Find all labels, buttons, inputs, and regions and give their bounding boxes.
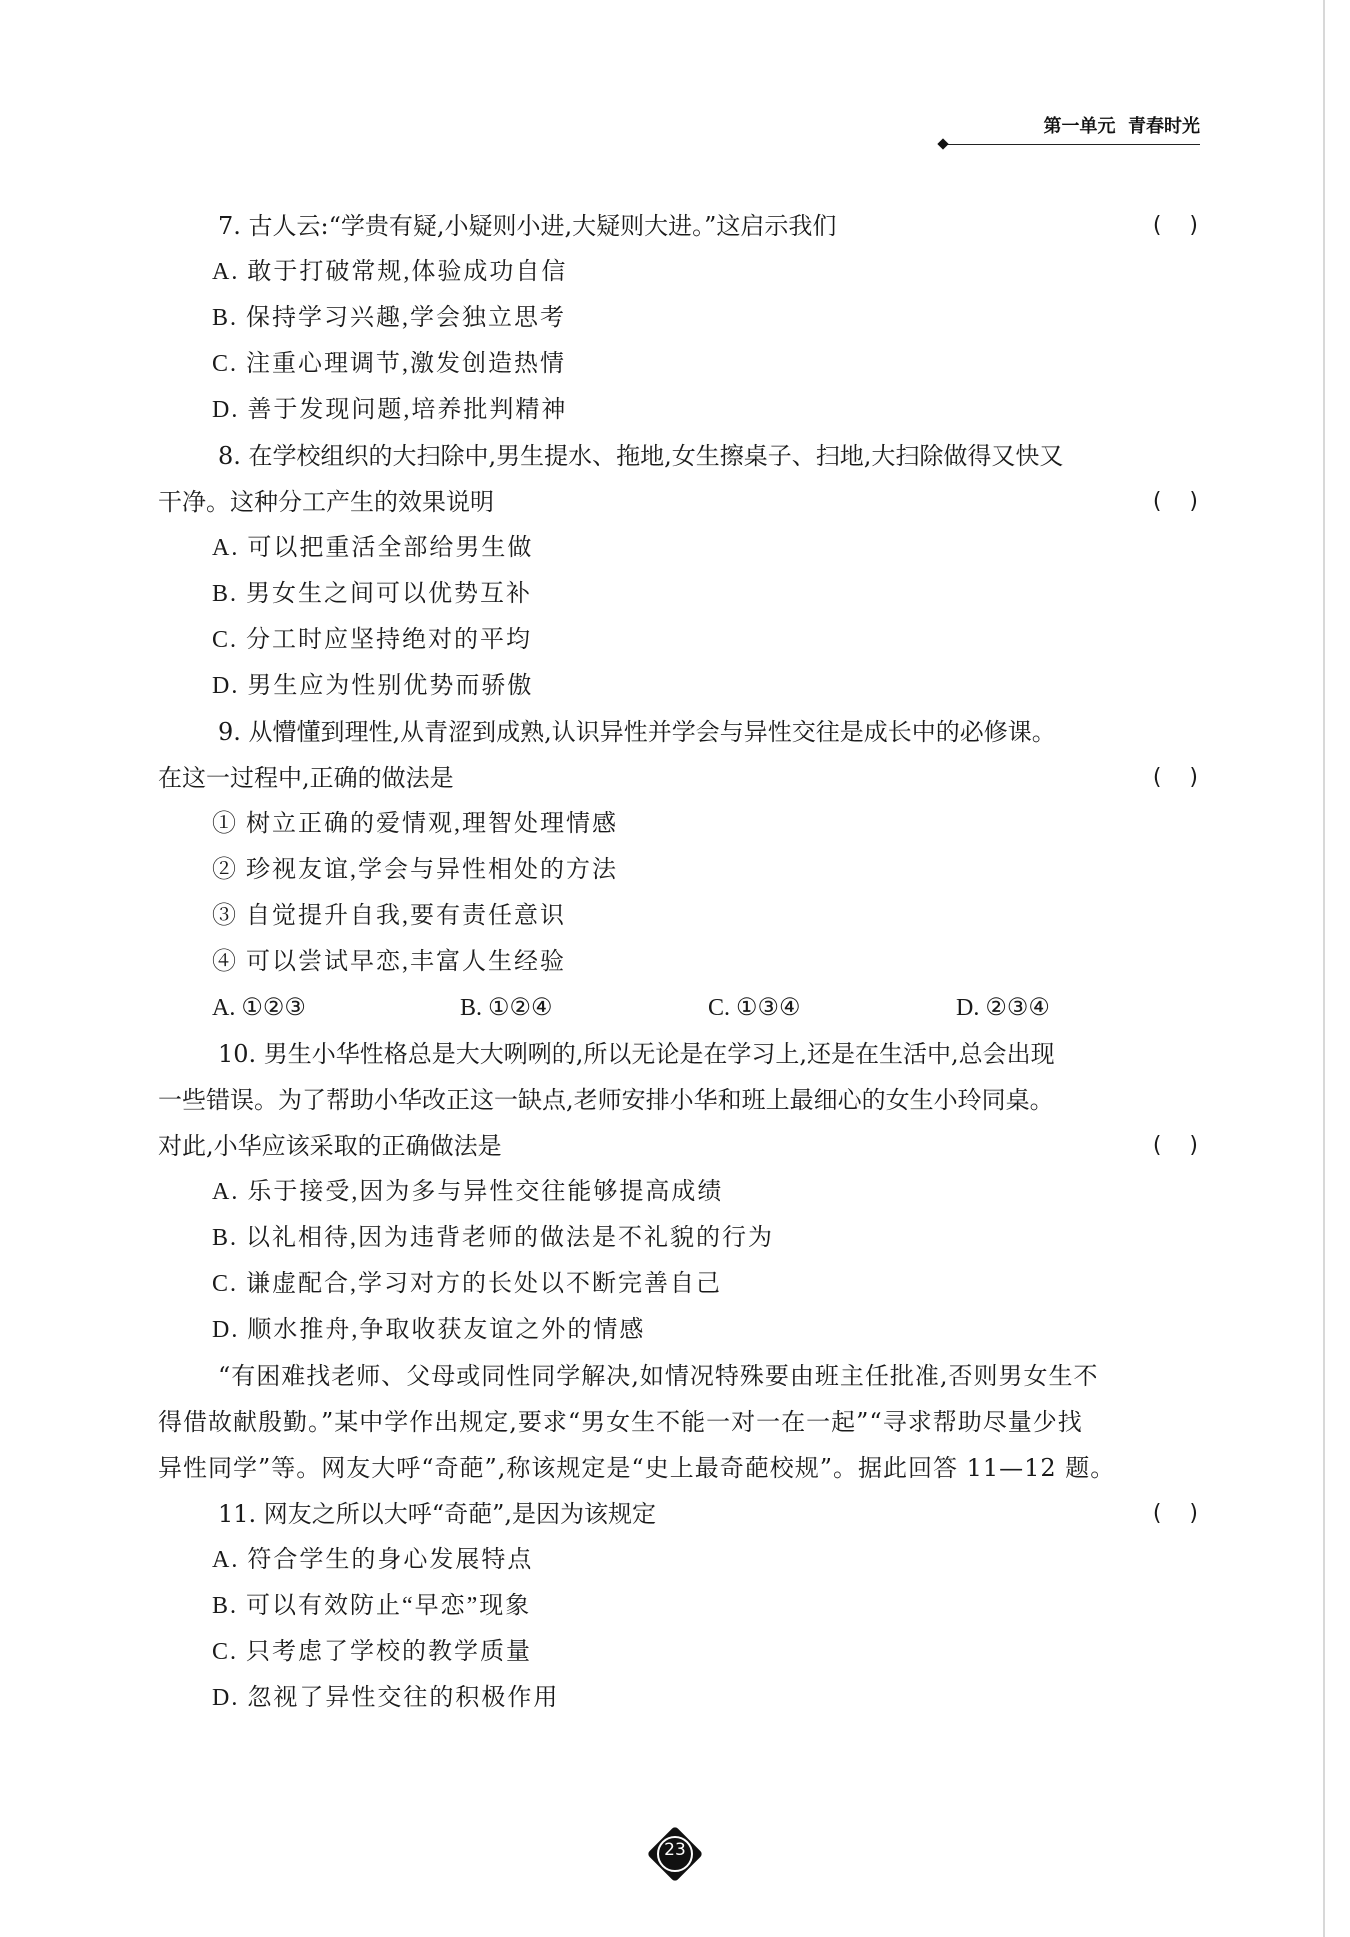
answer-bracket: ( ) bbox=[1152, 765, 1198, 790]
answer-bracket: ( ) bbox=[1152, 1501, 1198, 1526]
answer-bracket: ( ) bbox=[1152, 213, 1198, 238]
material-line1: “有困难找老师、父母或同性同学解决,如情况特殊要由班主任批准,否则男女生不 bbox=[218, 1362, 1099, 1390]
question-11-stem bbox=[218, 1496, 1198, 1532]
q8-option-c: C. 分工时应坚持绝对的平均 bbox=[212, 627, 533, 653]
q10-option-c: C. 谦虚配合,学习对方的长处以不断完善自己 bbox=[212, 1271, 723, 1297]
q9-choice-c: C. ①③④ bbox=[708, 995, 801, 1021]
question-10-stem-line1: 10. 男生小华性格总是大大咧咧的,所以无论是在学习上,还是在生活中,总会出现 bbox=[218, 1040, 1055, 1068]
q9-choice-b: B. ①②④ bbox=[460, 995, 553, 1021]
q8-option-a: A. 可以把重活全部给男生做 bbox=[212, 535, 534, 561]
page-number-badge bbox=[647, 1826, 703, 1882]
q10-option-b: B. 以礼相待,因为违背老师的做法是不礼貌的行为 bbox=[212, 1225, 775, 1251]
q11-option-a: A. 符合学生的身心发展特点 bbox=[212, 1547, 534, 1573]
question-7-stem bbox=[218, 208, 1198, 244]
q9-statement-3: ③ 自觉提升自我,要有责任意识 bbox=[212, 903, 566, 929]
q11-option-c: C. 只考虑了学校的教学质量 bbox=[212, 1639, 533, 1665]
q9-choice-a: A. ①②③ bbox=[212, 995, 306, 1021]
question-11-text: 11. 网友之所以大呼“奇葩”,是因为该规定 bbox=[218, 1500, 656, 1528]
q9-statement-2: ② 珍视友谊,学会与异性相处的方法 bbox=[212, 857, 618, 883]
material-line2: 得借故献殷勤。”某中学作出规定,要求“男女生不能一对一在一起”“寻求帮助尽量少找 bbox=[158, 1408, 1083, 1436]
q7-option-a: A. 敢于打破常规,体验成功自信 bbox=[212, 259, 568, 285]
question-10-stem-line2: 一些错误。为了帮助小华改正这一缺点,老师安排小华和班上最细心的女生小玲同桌。 bbox=[158, 1086, 1054, 1114]
q7-option-b: B. 保持学习兴趣,学会独立思考 bbox=[212, 305, 567, 331]
header-rule bbox=[947, 144, 1200, 145]
question-10-text: 对此,小华应该采取的正确做法是 bbox=[158, 1132, 502, 1160]
question-9-stem-line1: 9. 从懵懂到理性,从青涩到成熟,认识异性并学会与异性交往是成长中的必修课。 bbox=[218, 718, 1056, 746]
unit-title: 第一单元 青春时光 bbox=[1043, 116, 1200, 137]
q11-option-b: B. 可以有效防止“早恋”现象 bbox=[212, 1593, 532, 1619]
question-9-text: 在这一过程中,正确的做法是 bbox=[158, 764, 454, 792]
q9-statement-4: ④ 可以尝试早恋,丰富人生经验 bbox=[212, 949, 566, 975]
question-10-stem-line3 bbox=[158, 1128, 1198, 1164]
running-header bbox=[935, 112, 1200, 148]
q8-option-d: D. 男生应为性别优势而骄傲 bbox=[212, 673, 534, 699]
question-8-stem-line1: 8. 在学校组织的大扫除中,男生提水、拖地,女生擦桌子、扫地,大扫除做得又快又 bbox=[218, 442, 1064, 470]
diamond-icon bbox=[937, 138, 948, 149]
answer-bracket: ( ) bbox=[1152, 1133, 1198, 1158]
question-9-stem-line2 bbox=[158, 760, 1198, 796]
question-8-stem-line2 bbox=[158, 484, 1198, 520]
question-8-text: 干净。这种分工产生的效果说明 bbox=[158, 488, 494, 516]
q7-option-d: D. 善于发现问题,培养批判精神 bbox=[212, 397, 568, 423]
material-line3: 异性同学”等。网友大呼“奇葩”,称该规定是“史上最奇葩校规”。据此回答 11—12 题。 bbox=[158, 1454, 1116, 1482]
q9-choice-d: D. ②③④ bbox=[956, 995, 1050, 1021]
q10-option-a: A. 乐于接受,因为多与异性交往能够提高成绩 bbox=[212, 1179, 724, 1205]
q7-option-c: C. 注重心理调节,激发创造热情 bbox=[212, 351, 567, 377]
q9-statement-1: ① 树立正确的爱情观,理智处理情感 bbox=[212, 811, 618, 837]
q10-option-d: D. 顺水推舟,争取收获友谊之外的情感 bbox=[212, 1317, 646, 1343]
question-7-text: 7. 古人云:“学贵有疑,小疑则小进,大疑则大进。”这启示我们 bbox=[218, 212, 837, 240]
q11-option-d: D. 忽视了异性交往的积极作用 bbox=[212, 1685, 560, 1711]
q9-choices bbox=[212, 990, 1112, 1026]
answer-bracket: ( ) bbox=[1152, 489, 1198, 514]
page-number: 23 bbox=[664, 1840, 686, 1860]
q8-option-b: B. 男女生之间可以优势互补 bbox=[212, 581, 533, 607]
